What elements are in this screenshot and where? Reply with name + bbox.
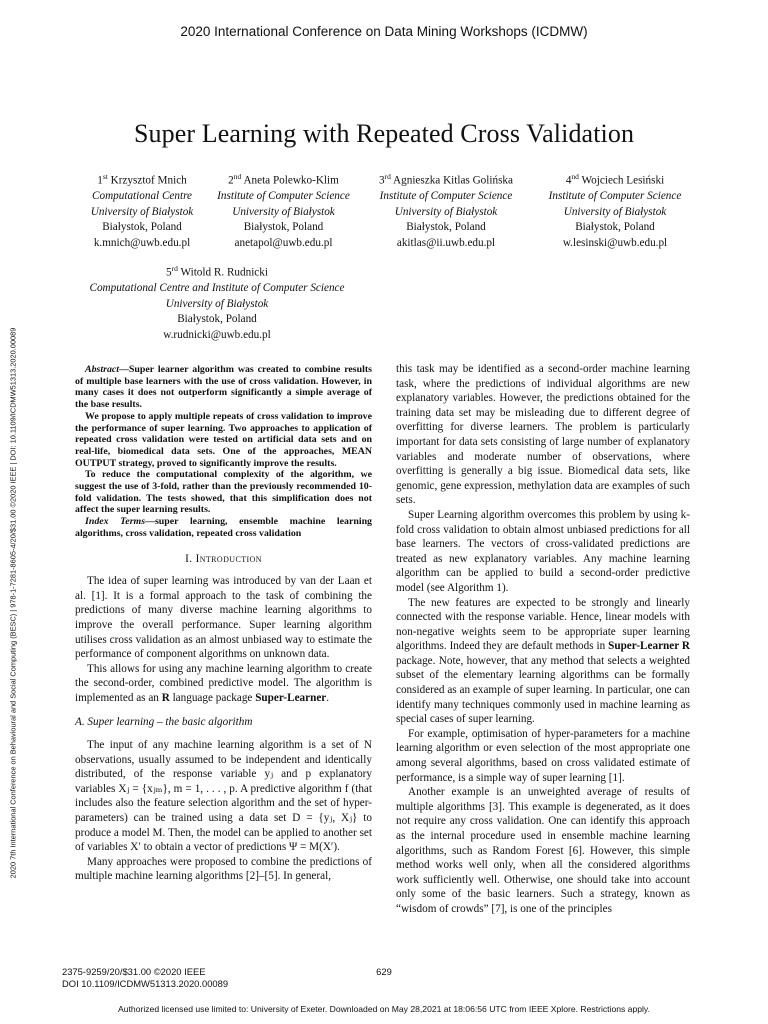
intro-paragraph-2: This allows for using any machine learning algorithm to create the second-order, combined predictive model. The algorithm is implemented as an R language package Super-Learner. xyxy=(75,662,372,704)
author-affiliation: Institute of Computer Science xyxy=(217,190,350,203)
abstract-p1: —Super learner algorithm was created to combine results of multiple base learners with the use of cross validation. However, in many cases it does not outperform significantly a simple average of the base results. xyxy=(75,364,372,411)
abstract-p3: To reduce the computational complexity of the algorithm, we suggest the use of 3-fold, rather than the previously recommended 10-fold validation. The tests showed, that this simplification does not affect the super learning results. xyxy=(75,469,372,516)
author-block-1 xyxy=(72,169,212,251)
subsection-heading: A. Super learning – the basic algorithm xyxy=(75,716,253,729)
abstract xyxy=(75,364,372,540)
author-email: w.lesinski@uwb.edu.pl xyxy=(562,236,668,249)
author-city: Białystok, Poland xyxy=(575,221,655,234)
author-name: 4nd Wojciech Lesiński xyxy=(565,172,665,187)
index-terms-label: Index Terms xyxy=(85,516,146,528)
author-email: anetapol@uwb.edu.pl xyxy=(234,236,333,249)
abstract-p2: We propose to apply multiple repeats of cross validation to improve the performance of super learning. Two approaches to application of repeated cross validation were tested on artificial data sets and on real-life, biomedical data sets. One of the approaches, MEAN OUTPUT strategy, proved to significantly improve the results. xyxy=(75,410,372,469)
author-city: Białystok, Poland xyxy=(102,221,182,234)
footer-doi: DOI 10.1109/ICDMW51313.2020.00089 xyxy=(62,977,229,989)
right-paragraph-5: Another example is an unweighted average of results of multiple algorithms [3]. This example is degenerated, as it does not require any cross validation. One can identify this approach as the internal procedure used in ensemble machine learning algorithms, such as Random Forest [6]. However, this simple method works well only, when all the considered algorithms work sufficiently well. Otherwise, one should take into account only some of the basic learners. Such a strategy, known as “wisdom of crowds” [7], is one of the principles xyxy=(396,786,690,915)
page-number: 629 xyxy=(376,966,392,977)
paper-title: Super Learning with Repeated Cross Validation xyxy=(133,119,635,148)
author-city: Białystok, Poland xyxy=(243,221,324,234)
author-affiliation: Computational Centre xyxy=(92,190,192,203)
author-university: University of Białystok xyxy=(90,205,194,218)
author-name: 2nd Aneta Polewko-Klim xyxy=(228,172,339,187)
license-notice: Authorized licensed use limited to: University of Exeter. Downloaded on May 28,2021 at 18:06:56 UTC from IEEE Xplore. Restrictions apply. xyxy=(118,1004,650,1014)
author-block-5 xyxy=(62,261,372,343)
abstract-label: Abstract xyxy=(85,364,120,375)
author-email: k.mnich@uwb.edu.pl xyxy=(93,236,191,249)
author-block-2 xyxy=(201,169,366,251)
author-city: Białystok, Poland xyxy=(406,221,486,234)
left-column xyxy=(75,364,372,884)
intro-paragraph-1: The idea of super learning was introduced by van der Laan et al. [1]. It is a formal approach to the task of combining the predictions of many diverse machine learning algorithms to improve the overall performance. Super learning algorithm utilises cross validation as an almost unbiased way to estimate the performance of component algorithms on unknown data. xyxy=(75,575,372,661)
author-name: 3rd Agnieszka Kitlas Golińska xyxy=(379,172,513,187)
author-university: University of Białystok xyxy=(563,205,667,218)
author-university: University of Białystok xyxy=(165,297,269,310)
author-affiliation: Institute of Computer Science xyxy=(379,190,513,203)
right-paragraph-2: Super Learning algorithm overcomes this problem by using k-fold cross validation to obtain almost unbiased predictions for all base learners. The vectors of cross-validated predictions are treated as new explanatory variables. Any machine learning algorithm can be applied to build a second-order predictive model (see Algorithm 1). xyxy=(396,508,690,594)
section-heading-introduction: I. Introduction xyxy=(185,552,262,565)
right-paragraph-1: this task may be identified as a second-order machine learning task, where the predictions of individual algorithms are new explanatory variables. However, the predictions obtained for the training data set may be misleading due to different degree of overfitting for diverse learners. The problem is particularly important for data sets consisting of large number of explanatory variables and moderate number of observations, where overfitting is generally a big issue. Biomedical data sets, like genomic, gene expression, methylation data are examples of such sets. xyxy=(396,363,690,507)
footer-issn: 2375-9259/20/$31.00 ©2020 IEEE xyxy=(62,966,206,977)
sidebar-text: 2020 7th International Conference on Behavioural and Social Computing (BESC) | 978-1-7281-8605-4/20/$31.00 ©2020 IEEE | DOI: 10.1109/ICDMW51313.2020.00089 xyxy=(8,327,18,879)
author-university: University of Białystok xyxy=(232,205,335,218)
author-name: 1st Krzysztof Mnich xyxy=(97,172,187,187)
subsection-paragraph-2: Many approaches were proposed to combine the predictions of multiple machine learning algorithms [2]–[5]. In general, xyxy=(75,855,372,883)
author-block-4 xyxy=(530,169,700,251)
author-email: akitlas@ii.uwb.edu.pl xyxy=(396,236,496,249)
author-name: 5rd Witold R. Rudnicki xyxy=(166,264,268,279)
sidebar-copyright xyxy=(3,243,23,963)
right-column xyxy=(396,362,690,917)
right-paragraph-4: For example, optimisation of hyper-parameters for a machine learning algorithm or even selection of the most appropriate one among several algorithms, based on cross validated estimate of performance, is a simple way of super learning [1]. xyxy=(396,727,690,784)
author-city: Białystok, Poland xyxy=(177,313,257,326)
author-university: University of Białystok xyxy=(394,205,498,218)
right-paragraph-3: The new features are expected to be strongly and linearly connected with the response variable. Hence, linear models with non-negative weights seem to be appropriate super learning algorithms. Indeed they are default methods in Super-Learner R package. Note, however, that any method that selects a weighted subset of the elementary learning algorithms can be formally considered as an example of super learning. In particular, one can identify many techniques commonly used in machine learning as special cases of super learning. xyxy=(396,596,690,726)
subsection-paragraph-1: The input of any machine learning algorithm is a set of N observations, usually assumed to be independent and identically distributed, of the response variable yⱼ and p explanatory variables Xⱼ = {xⱼₘ}, m = 1, . . . , p. A predictive algorithm f (that includes also the feature selection algorithm and the set of hyper-parameters) can be trained using a data set D = {yⱼ, Xⱼ} to produce a model M. Then, the model can be applied to another set of variables X′ to obtain a vector of predictions Ψ = M(X′). xyxy=(75,739,372,854)
author-block-3 xyxy=(361,169,531,251)
index-terms: —super learning, ensemble machine learning algorithms, cross validation, repeated cross validation xyxy=(75,516,372,539)
author-email: w.rudnicki@uwb.edu.pl xyxy=(163,328,271,341)
author-affiliation: Computational Centre and Institute of Computer Science xyxy=(89,282,345,295)
author-affiliation: Institute of Computer Science xyxy=(548,190,682,203)
conference-header: 2020 International Conference on Data Mining Workshops (ICDMW) xyxy=(180,24,588,39)
